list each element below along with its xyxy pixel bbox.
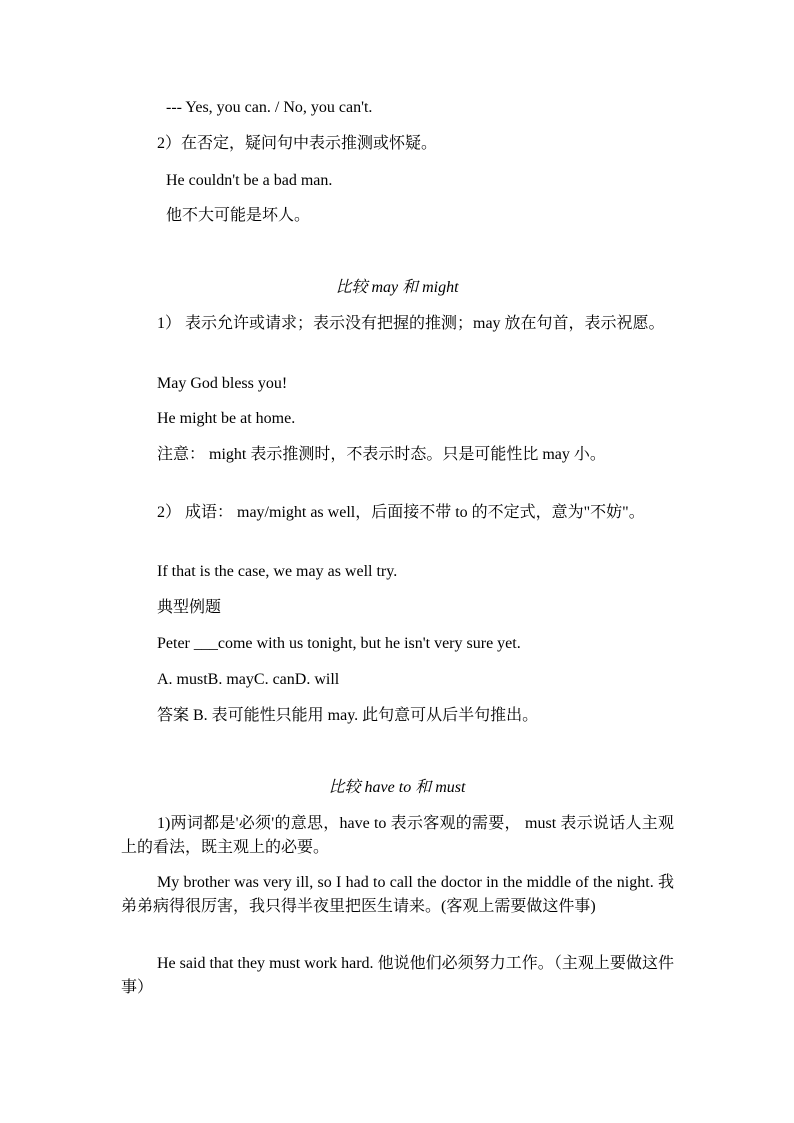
question-options: A. mustB. mayC. canD. will: [157, 671, 340, 688]
section-heading-have-to-must: 比较 have to 和 must: [328, 779, 466, 796]
example-english: He couldn't be a bad man.: [166, 172, 333, 189]
have-to-example: My brother was very ill, so I had to call the doctor in the middle of the night. 我弟弟病得很厉害，我只得半夜里把医生请来。(客观上需要做这件事): [121, 874, 674, 915]
might-example-2: He might be at home.: [157, 410, 296, 427]
note-paragraph: 注意： might 表示推测时，不表示时态。只是可能性比 may 小。: [157, 446, 606, 463]
have-to-must-point-1: 1)两词都是'必须'的意思，have to 表示客观的需要， must 表示说话人主观上的看法，既主观上的必要。: [121, 815, 674, 856]
may-might-point-1: 1） 表示允许或请求；表示没有把握的推测；may 放在句首，表示祝愿。: [157, 315, 665, 332]
may-might-point-2: 2） 成语： may/might as well，后面接不带 to 的不定式，意为"不妨"。: [157, 504, 645, 521]
section-heading-may-might: 比较 may 和 might: [335, 279, 459, 296]
question-text: Peter ___come with us tonight, but he isn't very sure yet.: [157, 635, 521, 652]
answer-line: --- Yes, you can. / No, you can't.: [166, 99, 373, 116]
point-2-text: 2）在否定，疑问句中表示推测或怀疑。: [157, 135, 438, 152]
must-example: He said that they must work hard. 他说他们必须努力工作。（主观上要做这件事）: [121, 955, 674, 996]
may-as-well-example: If that is the case, we may as well try.: [157, 563, 398, 580]
example-chinese: 他不大可能是坏人。: [166, 207, 311, 224]
typical-example-label: 典型例题: [157, 599, 222, 616]
answer-text: 答案 B. 表可能性只能用 may. 此句意可从后半句推出。: [157, 707, 539, 724]
may-example-1: May God bless you!: [157, 375, 288, 392]
